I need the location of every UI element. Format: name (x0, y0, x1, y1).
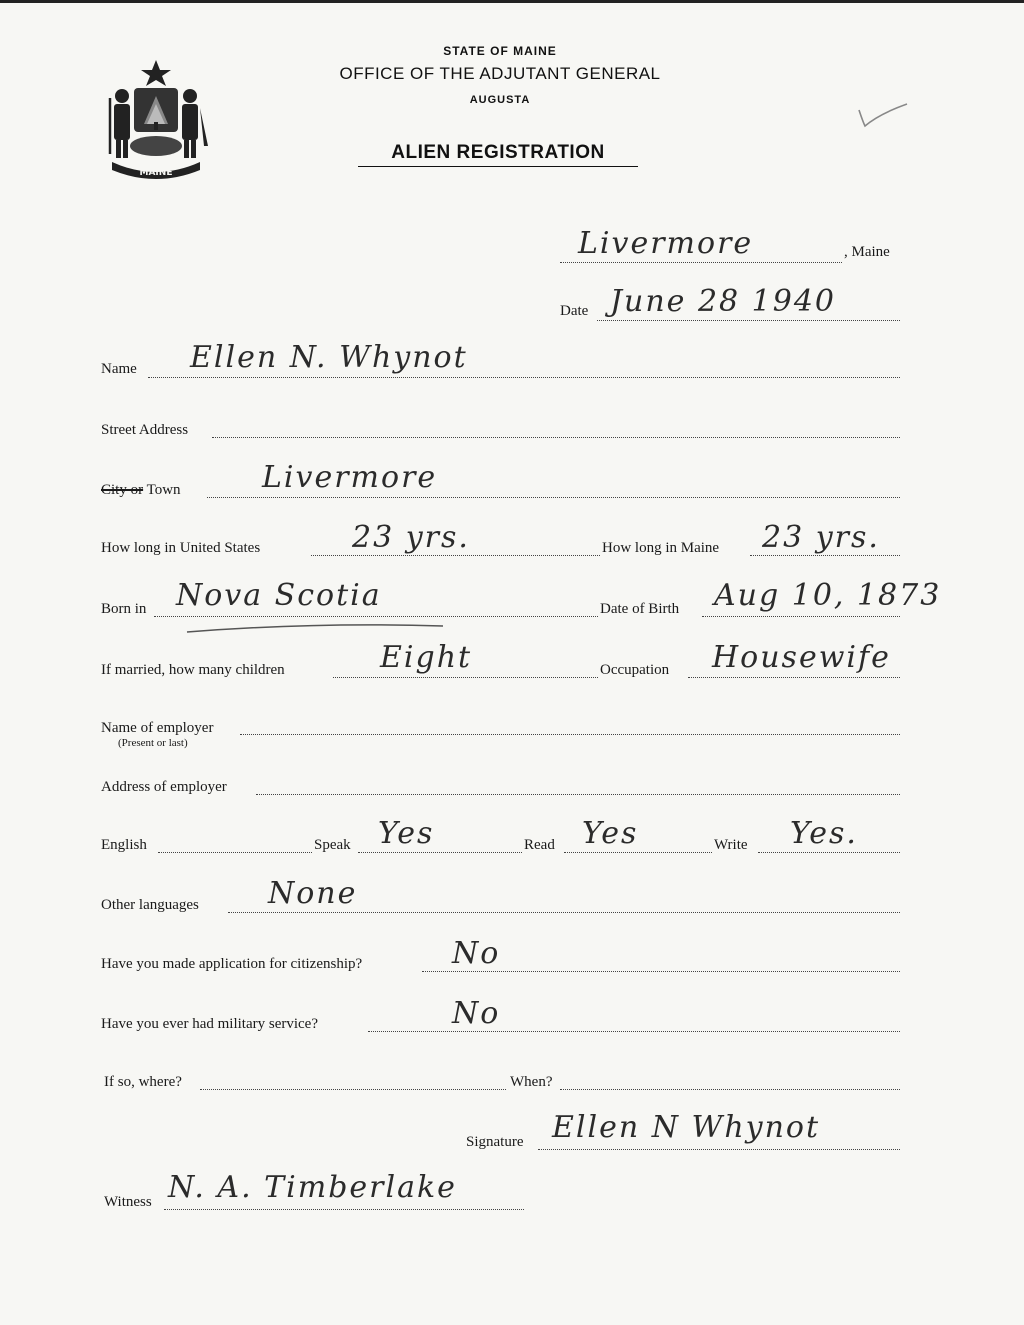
citizenship-value: No (452, 936, 501, 971)
born-in-label: Born in (101, 601, 147, 617)
born-in-value: Nova Scotia (176, 578, 382, 613)
speak-label: Speak (314, 837, 351, 853)
other-languages-line (228, 912, 900, 913)
check-mark-icon (855, 100, 910, 130)
employer-address-label: Address of employer (101, 779, 227, 795)
date-label: Date (560, 303, 589, 319)
children-label: If married, how many children (101, 662, 285, 678)
state-heading: STATE OF MAINE (443, 44, 557, 58)
occupation-value: Housewife (712, 640, 891, 675)
read-label: Read (524, 837, 555, 853)
citizenship-label: Have you made application for citizenship? (101, 956, 363, 972)
write-value: Yes. (790, 816, 858, 851)
years-maine-line (750, 555, 900, 556)
office-heading: OFFICE OF THE ADJUTANT GENERAL (339, 64, 661, 83)
witness-value: N. A. Timberlake (168, 1170, 457, 1205)
date-of-birth-label: Date of Birth (600, 601, 680, 617)
children-line (333, 677, 598, 678)
city-heading: AUGUSTA (469, 94, 531, 106)
when-label: When? (510, 1074, 553, 1090)
write-label: Write (714, 837, 748, 853)
english-label: English (101, 837, 147, 853)
children-value: Eight (380, 640, 473, 675)
years-us-label: How long in United States (101, 540, 261, 556)
employer-address-line (256, 794, 900, 795)
seal-lettering: MAINE (139, 168, 173, 178)
years-maine-value: 23 yrs. (762, 520, 880, 555)
city-or-struck: City or (101, 482, 144, 498)
place-line (560, 262, 842, 263)
speak-line (358, 852, 522, 853)
page-edge (0, 0, 1024, 3)
other-languages-value: None (268, 876, 358, 911)
years-us-line (311, 555, 600, 556)
city-town-line (207, 497, 900, 498)
other-languages-label: Other languages (101, 897, 199, 913)
signature-value: Ellen N Whynot (552, 1110, 821, 1145)
read-line (564, 852, 712, 853)
speak-value: Yes (378, 816, 435, 851)
where-label: If so, where? (104, 1074, 182, 1090)
street-address-label: Street Address (101, 422, 189, 438)
citizenship-line (422, 971, 900, 972)
place-suffix: , Maine (844, 244, 890, 260)
form-title: ALIEN REGISTRATION (358, 142, 638, 167)
when-line (560, 1089, 900, 1090)
military-line (368, 1031, 900, 1032)
occupation-line (688, 677, 900, 678)
town-label: Town (146, 482, 181, 498)
occupation-label: Occupation (600, 662, 670, 678)
write-line (758, 852, 900, 853)
years-us-value: 23 yrs. (352, 520, 470, 555)
city-town-label (101, 482, 181, 499)
born-in-line (154, 616, 598, 617)
english-line (158, 852, 312, 853)
witness-line (164, 1209, 524, 1210)
place-value: Livermore (578, 226, 754, 261)
where-line (200, 1089, 506, 1090)
name-label: Name (101, 361, 137, 377)
employer-name-sublabel: (Present or last) (118, 737, 188, 749)
military-label: Have you ever had military service? (101, 1016, 318, 1032)
signature-line (538, 1149, 900, 1150)
date-line (597, 320, 900, 321)
read-value: Yes (582, 816, 639, 851)
signature-label: Signature (466, 1134, 524, 1150)
city-town-value: Livermore (262, 460, 438, 495)
date-of-birth-value: Aug 10, 1873 (714, 578, 942, 613)
street-address-line (212, 437, 900, 438)
years-maine-label: How long in Maine (602, 540, 720, 556)
born-in-underline (185, 620, 445, 636)
name-line (148, 377, 900, 378)
military-value: No (452, 996, 501, 1031)
employer-name-line (240, 734, 900, 735)
date-value: June 28 1940 (610, 284, 837, 319)
date-of-birth-line (702, 616, 900, 617)
witness-label: Witness (104, 1194, 152, 1210)
name-value: Ellen N. Whynot (190, 340, 468, 375)
employer-name-label: Name of employer (101, 720, 214, 736)
